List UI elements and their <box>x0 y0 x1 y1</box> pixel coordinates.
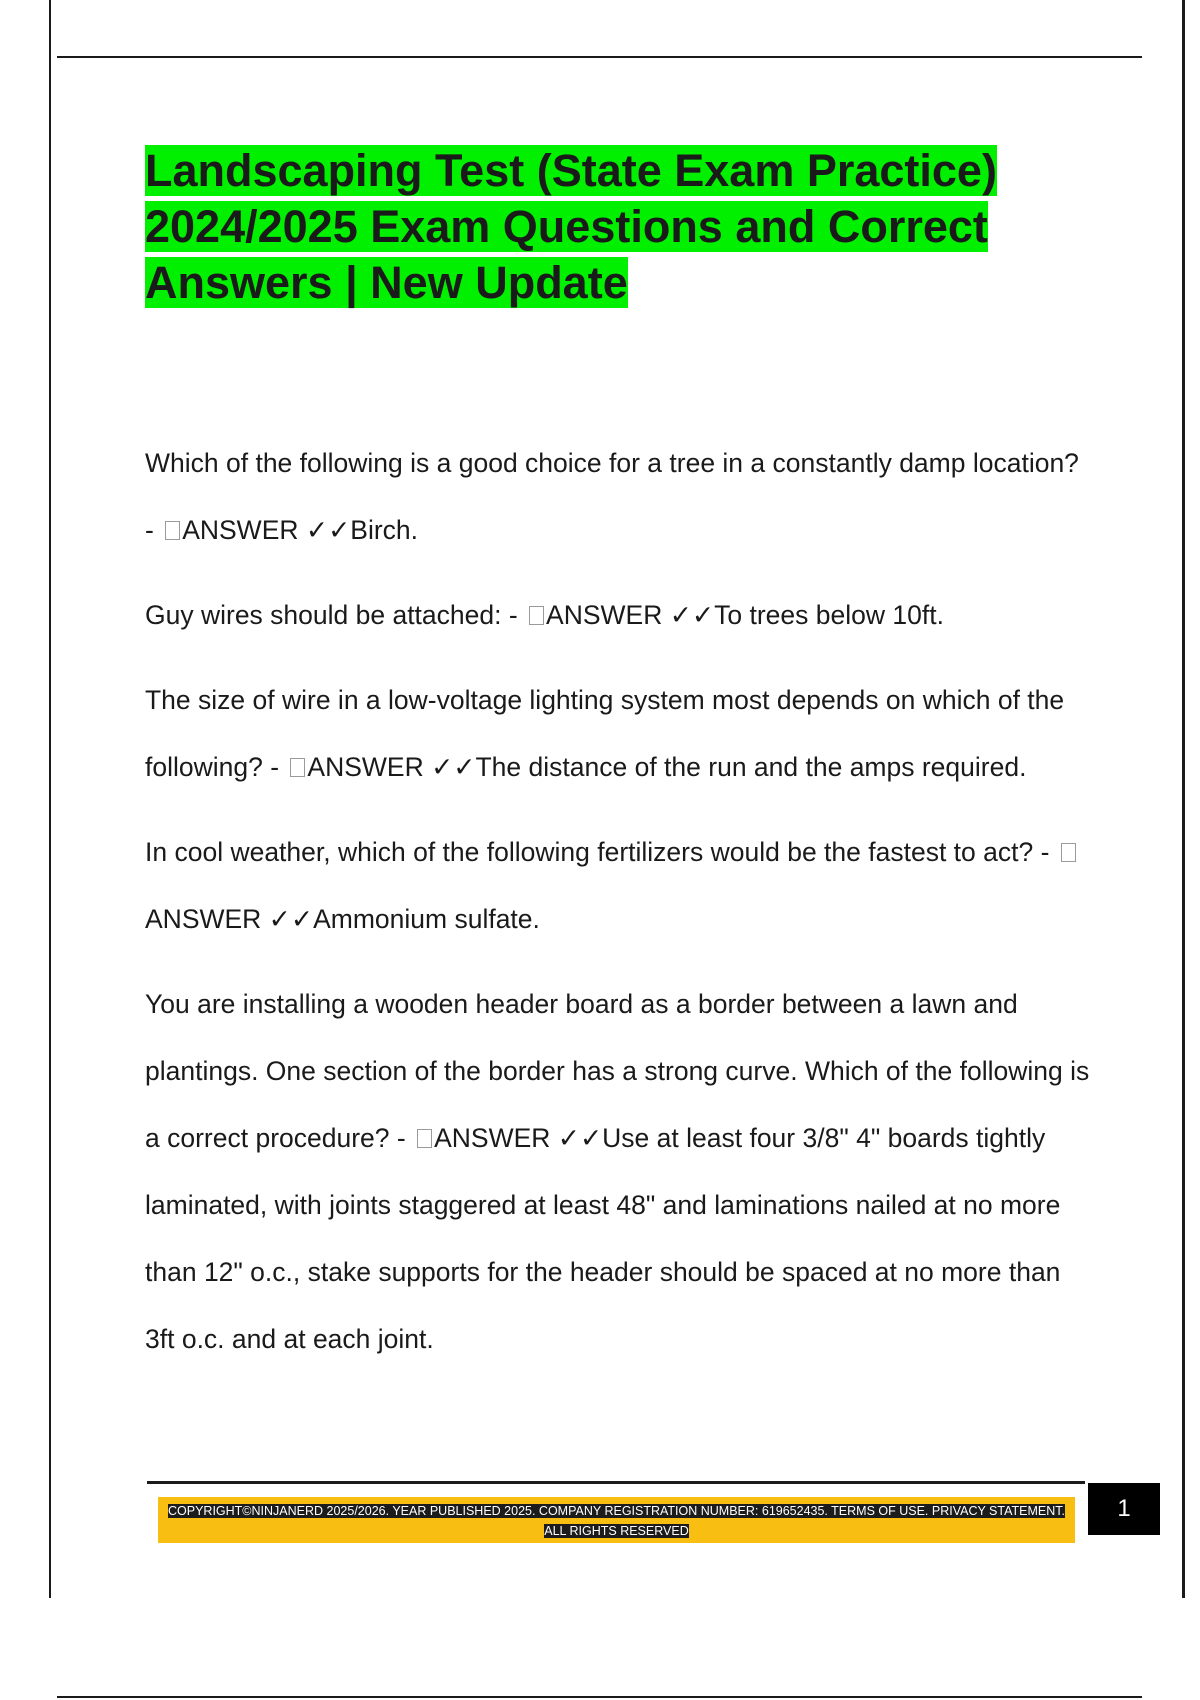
answer-text: The distance of the run and the amps required. <box>475 752 1027 782</box>
page-border-left <box>49 0 51 1598</box>
footer-copyright-text: COPYRIGHT©NINJANERD 2025/2026. YEAR PUBLISHED 2025. COMPANY REGISTRATION NUMBER: 619652435. TERMS OF USE. PRIVACY STATEMENT. ALL RIGHTS RESERVED <box>168 1504 1065 1538</box>
answer-text: Use at least four 3/8" 4" boards tightly laminated, with joints staggered at least 48" and laminations nailed at no more than 12" o.c., stake supports for the header should be spaced at no more than 3ft o.c. and at each joint. <box>145 1123 1061 1354</box>
page-number: 1 <box>1088 1483 1160 1535</box>
qa-item <box>145 430 1090 564</box>
answer-marker: ANSWER ✓✓ <box>307 752 476 782</box>
question-text: Guy wires should be attached: - <box>145 600 526 630</box>
document-title <box>145 143 1095 311</box>
qa-item <box>145 582 1090 649</box>
question-text: In cool weather, which of the following fertilizers would be the fastest to act? - <box>145 837 1057 867</box>
missing-glyph-icon <box>165 521 180 540</box>
answer-text: Birch. <box>350 515 419 545</box>
answer-marker: ANSWER ✓✓ <box>434 1123 603 1153</box>
answer-text: To trees below 10ft. <box>714 600 944 630</box>
missing-glyph-icon <box>417 1129 432 1148</box>
question-text: Which of the following is a good choice for a tree in a constantly damp location? - <box>145 448 1079 545</box>
missing-glyph-icon <box>529 606 544 625</box>
top-rule <box>57 56 1142 58</box>
missing-glyph-icon <box>290 758 305 777</box>
bottom-rule <box>57 1696 1142 1698</box>
qa-item <box>145 667 1090 801</box>
qa-item <box>145 971 1090 1373</box>
qa-list <box>145 430 1090 1391</box>
answer-marker: ANSWER ✓✓ <box>145 904 314 934</box>
footer-rule <box>147 1481 1085 1484</box>
missing-glyph-icon <box>1061 843 1076 862</box>
answer-marker: ANSWER ✓✓ <box>182 515 351 545</box>
footer-copyright <box>165 1501 1068 1541</box>
qa-item <box>145 819 1090 953</box>
page-border-right <box>1182 0 1185 1598</box>
question-text: The size of wire in a low-voltage lighting system most depends on which of the following? - <box>145 685 1065 782</box>
answer-text: Ammonium sulfate. <box>313 904 540 934</box>
answer-marker: ANSWER ✓✓ <box>546 600 715 630</box>
question-text: You are installing a wooden header board as a border between a lawn and plantings. One section of the border has a strong curve. Which of the following is a correct procedure? - <box>145 989 1090 1153</box>
document-title-text: Landscaping Test (State Exam Practice) 2024/2025 Exam Questions and Correct Answers | New Update <box>145 145 997 308</box>
